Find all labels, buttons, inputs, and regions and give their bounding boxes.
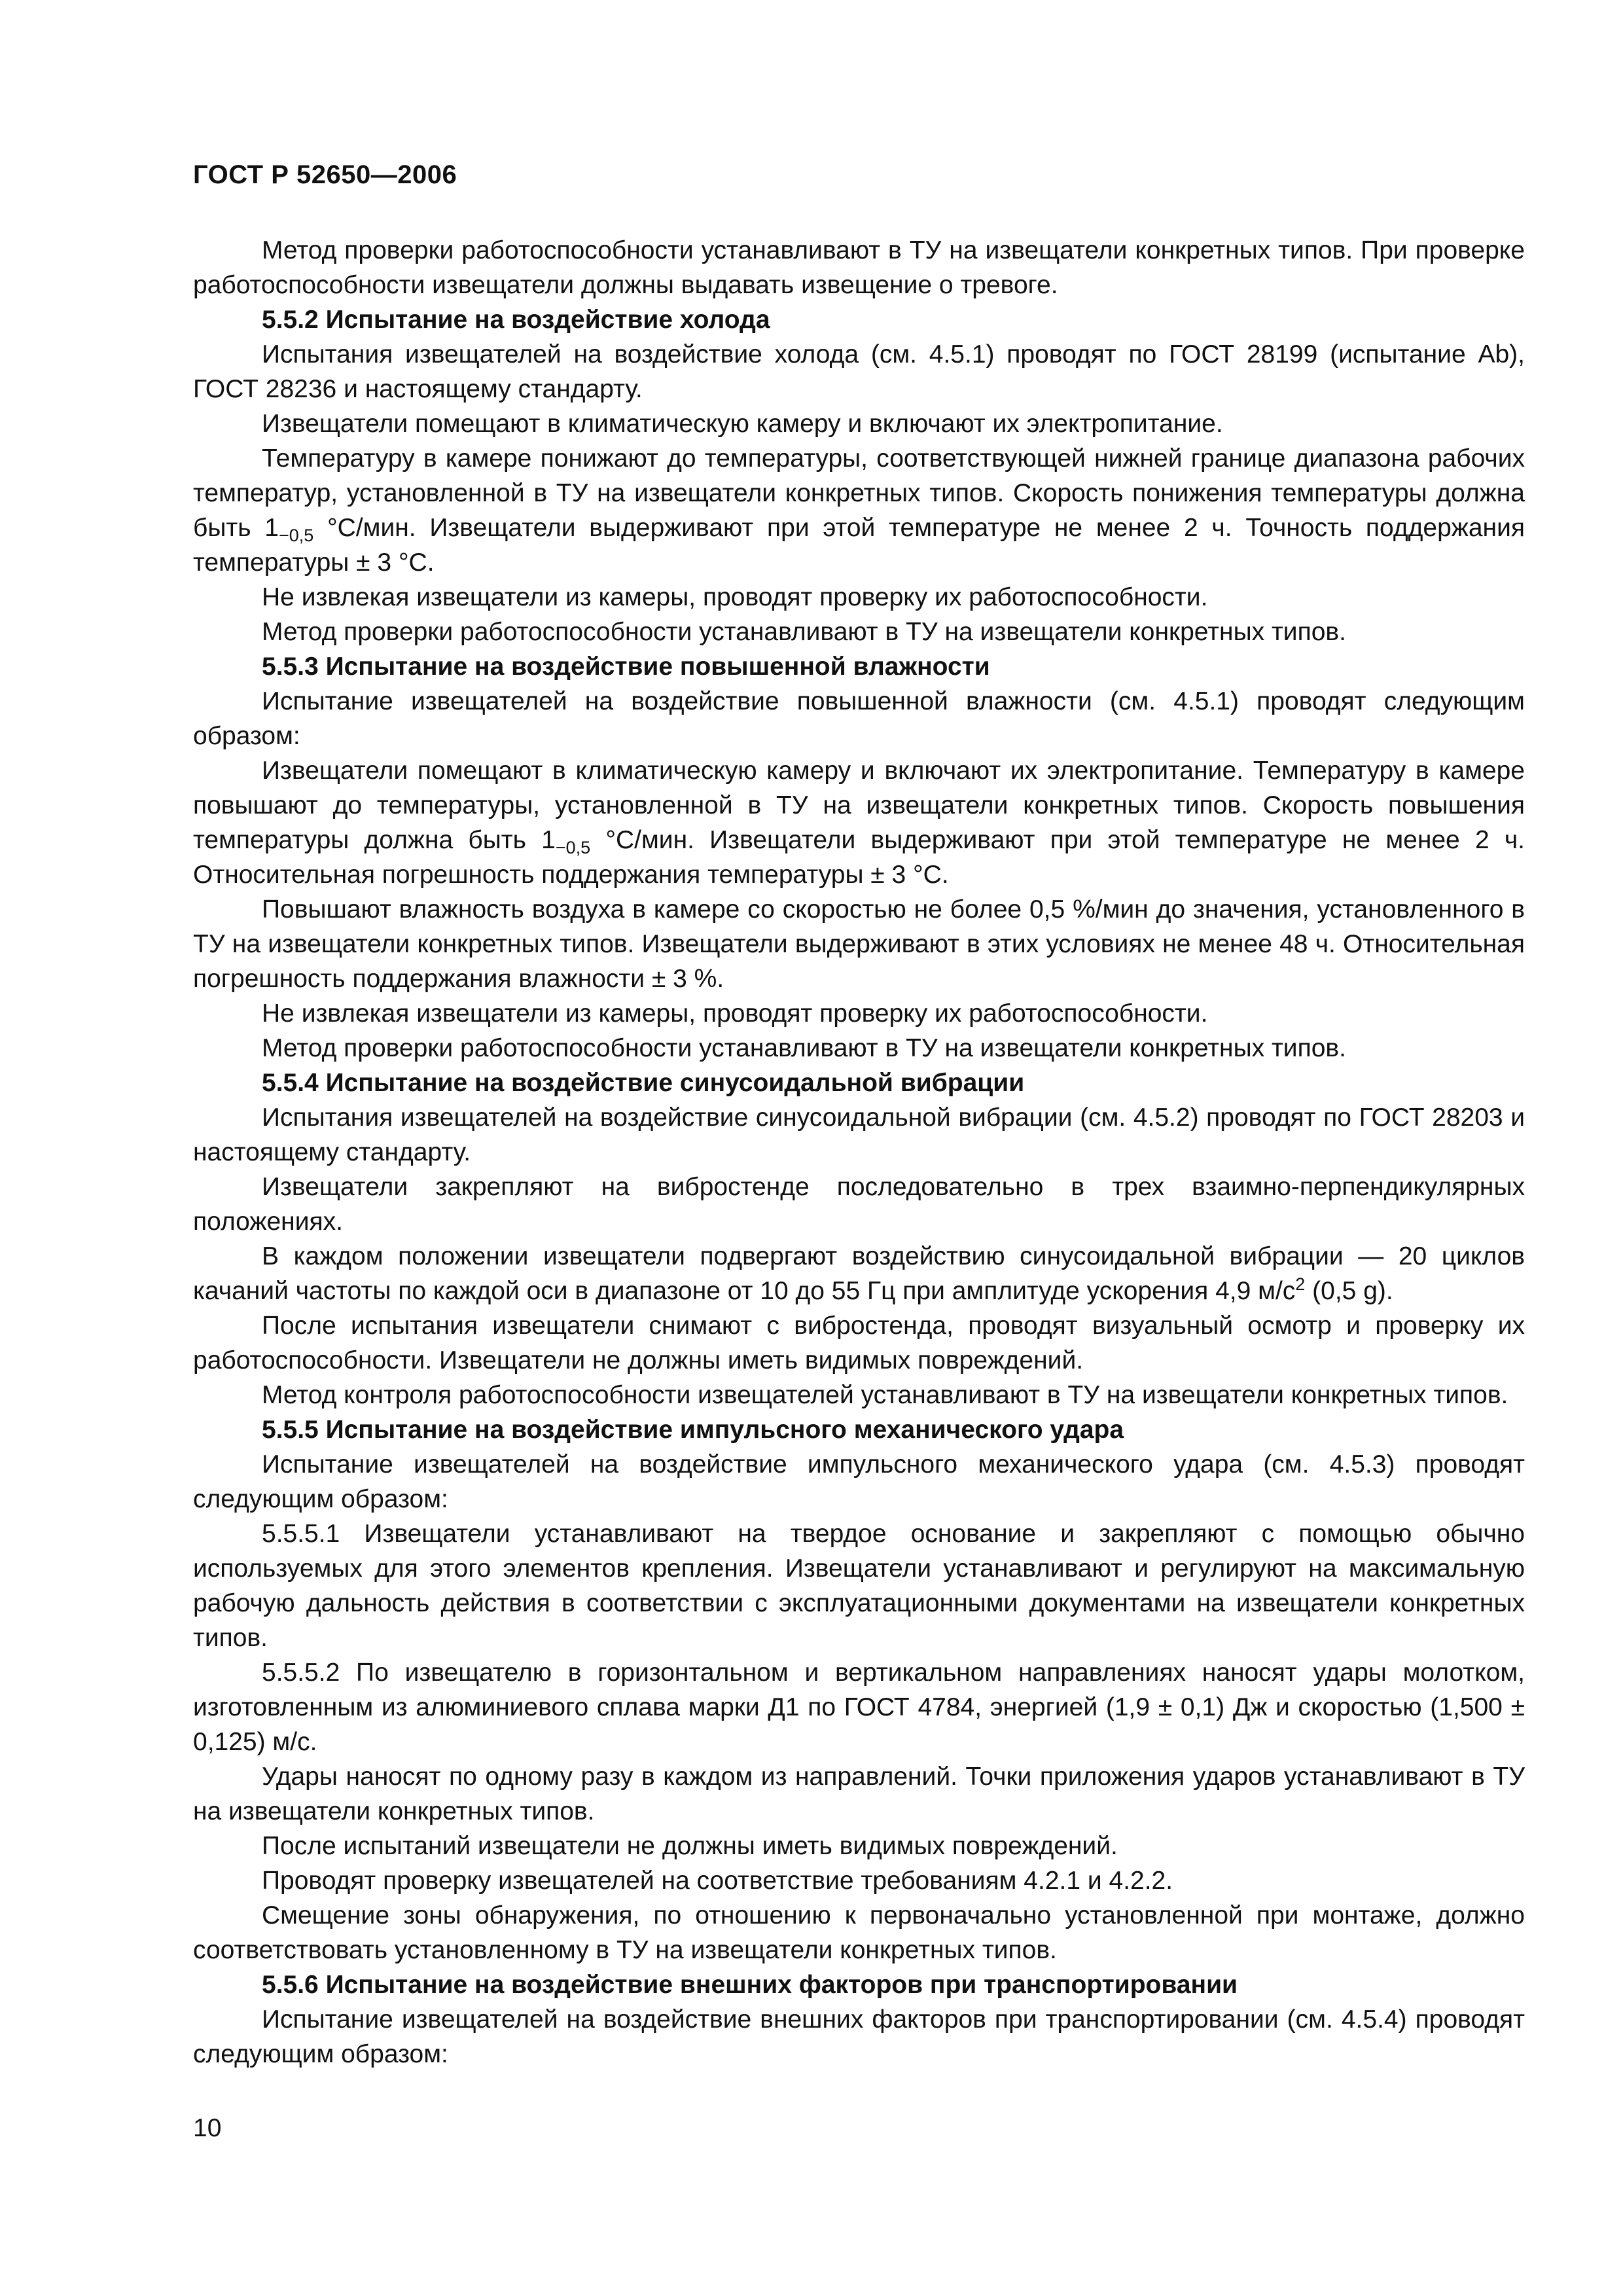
paragraph: Испытание извещателей на воздействие повышенной влажности (см. 4.5.1) проводят следующим образом: — [193, 687, 1525, 750]
paragraph: Извещатели помещают в климатическую камеру и включают их электропитание. — [262, 410, 1223, 438]
paragraph — [193, 1239, 1525, 1308]
paragraph: Испытание извещателей на воздействие импульсного механического удара (см. 4.5.3) проводят следующим образом: — [193, 1450, 1525, 1513]
section-heading-5-5-4: 5.5.4 Испытание на воздействие синусоидальной вибрации — [262, 1069, 1025, 1097]
section-heading-5-5-3: 5.5.3 Испытание на воздействие повышенной влажности — [262, 653, 990, 681]
paragraph: После испытания извещатели снимают с вибростенда, проводят визуальный осмотр и проверку их работоспособности. Извещатели не должны иметь видимых повреждений. — [193, 1312, 1525, 1374]
paragraph: Испытания извещателей на воздействие синусоидальной вибрации (см. 4.5.2) проводят по ГОСТ 28203 и настоящему стандарту. — [193, 1103, 1525, 1166]
paragraph: После испытаний извещатели не должны иметь видимых повреждений. — [262, 1832, 1118, 1860]
paragraph: Повышают влажность воздуха в камере со скоростью не более 0,5 %/мин до значения, установленного в ТУ на извещатели конкретных типов. Извещатели выдерживают в этих условиях не менее 48 ч. Относительная погрешность поддержания влажности ± 3 %. — [193, 895, 1525, 993]
superscript: 2 — [1295, 1274, 1306, 1294]
paragraph: Смещение зоны обнаружения, по отношению к первоначально установленной при монтаже, должно соответствовать установленному в ТУ на извещатели конкретных типов. — [193, 1901, 1525, 1964]
paragraph: Испытание извещателей на воздействие внешних факторов при транспортировании (см. 4.5.4) проводят следующим образом: — [193, 2005, 1525, 2068]
text-run: Извещатели помещают в климатическую камеру и включают их электропитание. Температуру в камере повышают до температуры, установленной в ТУ на извещатели конкретных типов. Скорость повышения температуры должна быть 1 — [193, 757, 1525, 854]
paragraph: Удары наносят по одному разу в каждом из направлений. Точки приложения ударов устанавливают в ТУ на извещатели конкретных типов. — [193, 1763, 1525, 1825]
page-number: 10 — [193, 2114, 222, 2142]
paragraph: Метод проверки работоспособности устанавливают в ТУ на извещатели конкретных типов. При проверке работоспособности извещатели должны выдавать извещение о тревоге. — [193, 236, 1525, 299]
text-run: В каждом положении извещатели подвергают воздействию синусоидальной вибрации — 20 циклов качаний частоты по каждой оси в диапазоне от 10 до 55 Гц при амплитуде ускорения 4,9 м/с — [193, 1242, 1525, 1305]
paragraph: Метод проверки работоспособности устанавливают в ТУ на извещатели конкретных типов. — [262, 618, 1346, 646]
paragraph: 5.5.5.2 По извещателю в горизонтальном и вертикальном направлениях наносят удары молотком, изготовленным из алюминиевого сплава марки Д1 по ГОСТ 4784, энергией (1,9 ± 0,1) Дж и скоростью (1,500 ± 0,125) м/с. — [193, 1659, 1525, 1756]
text-run: °С/мин. Извещатели выдерживают при этой температуре не менее 2 ч. Относительная погрешность поддержания температуры ± 3 °С. — [193, 826, 1525, 889]
text-run: Температуру в камере понижают до температуры, соответствующей нижней границе диапазона рабочих температур, установленной в ТУ на извещатели конкретных типов. Скорость понижения температуры должна быть 1 — [193, 444, 1525, 542]
document-body — [193, 233, 1525, 2072]
paragraph: Метод проверки работоспособности устанавливают в ТУ на извещатели конкретных типов. — [262, 1034, 1346, 1062]
text-run: (0,5 g). — [1305, 1277, 1393, 1305]
paragraph: Не извлекая извещатели из камеры, проводят проверку их работоспособности. — [262, 583, 1208, 611]
text-run: °С/мин. Извещатели выдерживают при этой температуре не менее 2 ч. Точность поддержания температуры ± 3 °С. — [193, 514, 1525, 577]
paragraph — [193, 441, 1525, 580]
section-heading-5-5-5: 5.5.5 Испытание на воздействие импульсного механического удара — [262, 1416, 1124, 1444]
paragraph: Метод контроля работоспособности извещателей устанавливают в ТУ на извещатели конкретных типов. — [262, 1381, 1508, 1409]
paragraph: 5.5.5.1 Извещатели устанавливают на твердое основание и закрепляют с помощью обычно используемых для этого элементов крепления. Извещатели устанавливают и регулируют на максимальную рабочую дальность действия в соответствии с эксплуатационными документами на извещатели конкретных типов. — [193, 1520, 1525, 1652]
paragraph — [193, 753, 1525, 892]
document-header: ГОСТ Р 52650—2006 — [193, 160, 457, 189]
paragraph: Извещатели закрепляют на вибростенде последовательно в трех взаимно-перпендикулярных положениях. — [193, 1173, 1525, 1236]
subscript: −0,5 — [279, 526, 314, 545]
section-heading-5-5-6: 5.5.6 Испытание на воздействие внешних факторов при транспортировании — [262, 1971, 1238, 1999]
paragraph: Испытания извещателей на воздействие холода (см. 4.5.1) проводят по ГОСТ 28199 (испытание Ab), ГОСТ 28236 и настоящему стандарту. — [193, 340, 1525, 403]
subscript: −0,5 — [555, 838, 591, 857]
section-heading-5-5-2: 5.5.2 Испытание на воздействие холода — [262, 306, 770, 334]
paragraph: Не извлекая извещатели из камеры, проводят проверку их работоспособности. — [262, 999, 1208, 1028]
paragraph: Проводят проверку извещателей на соответствие требованиям 4.2.1 и 4.2.2. — [262, 1867, 1173, 1895]
